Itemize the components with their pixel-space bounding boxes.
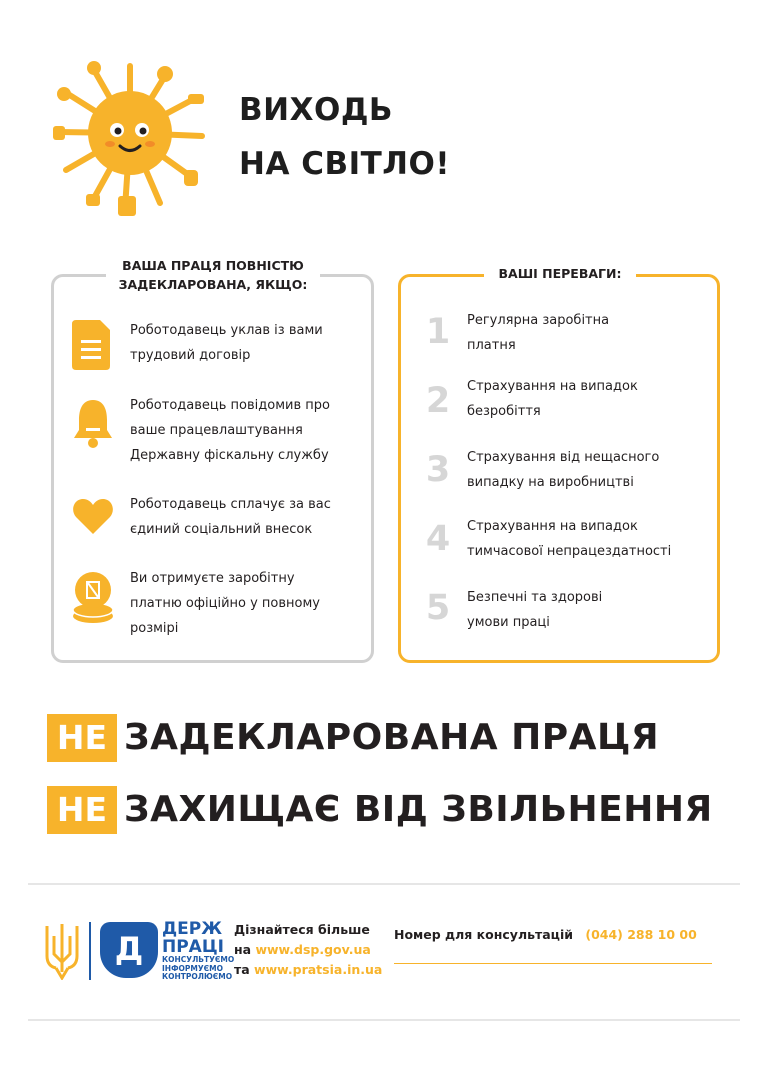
benefit-3-text: Страхування від нещасного випадку на виробництві: [467, 450, 660, 490]
phone-block: [394, 925, 724, 945]
benefit-number: 1: [425, 312, 451, 352]
slogan-line2: ЗАХИЩАЄ ВІД ЗВІЛЬНЕННЯ: [124, 789, 713, 830]
right-box-heading: ВАШІ ПЕРЕВАГИ:: [484, 264, 636, 283]
derzhpratsi-logo: [100, 922, 158, 978]
left-item-2-text: Роботодавець повідомив про ваше працевлаштування Державну фіскальну службу: [130, 398, 330, 463]
ne-badge: НЕ: [47, 786, 117, 834]
ne-badge: НЕ: [47, 714, 117, 762]
benefit-number: 5: [425, 588, 451, 628]
heart-icon: [72, 497, 114, 535]
site-link-dsp[interactable]: www.dsp.gov.ua: [255, 942, 371, 957]
coins-icon: [72, 572, 114, 624]
footer-logo-divider: [89, 922, 91, 980]
footer-divider-top: [28, 883, 740, 885]
page-title-line2: НА СВІТЛО!: [239, 146, 451, 182]
footer-divider-bottom: [28, 1019, 740, 1021]
left-item-3-text: Роботодавець сплачує за вас єдиний соціальний внесок: [130, 497, 331, 537]
phone-label: Номер для консультацій: [394, 927, 573, 942]
left-item-1-text: Роботодавець уклав із вами трудовий договір: [130, 323, 323, 363]
document-icon: [72, 320, 112, 370]
slogan-line1: ЗАДЕКЛАРОВАНА ПРАЦЯ: [124, 717, 660, 758]
sun-mascot-illustration: [50, 58, 210, 218]
benefit-4-text: Страхування на випадок тимчасової непрацездатності: [467, 519, 672, 559]
benefit-number: 3: [425, 450, 451, 490]
bell-icon: [72, 398, 114, 448]
left-item-4-text: Ви отримуєте заробітну платню офіційно у повному розмірі: [130, 571, 320, 636]
logo-text: ДЕРЖ ПРАЦІ КОНСУЛЬТУЄМО ІНФОРМУЄМО КОНТРОЛЮЄМО: [162, 919, 235, 981]
benefit-number: 4: [425, 519, 451, 559]
logo-letter: Д: [114, 930, 144, 968]
benefit-2-text: Страхування на випадок безробіття: [467, 379, 638, 419]
site-link-pratsia[interactable]: www.pratsia.in.ua: [254, 962, 383, 977]
trident-emblem-icon: [44, 922, 80, 980]
learn-more-block: Дізнайтеся більше на www.dsp.gov.ua та www.pratsia.in.ua: [234, 922, 383, 977]
benefit-1-text: Регулярна заробітна платня: [467, 313, 610, 353]
phone-underline: [394, 963, 712, 964]
benefit-5-text: Безпечні та здорові умови праці: [467, 590, 603, 630]
page-title-line1: ВИХОДЬ: [239, 92, 394, 128]
phone-number[interactable]: (044) 288 10 00: [585, 927, 697, 942]
left-box-heading: ВАША ПРАЦЯ ПОВНІСТЮ ЗАДЕКЛАРОВАНА, ЯКЩО:: [106, 256, 320, 294]
benefit-number: 2: [425, 381, 451, 421]
